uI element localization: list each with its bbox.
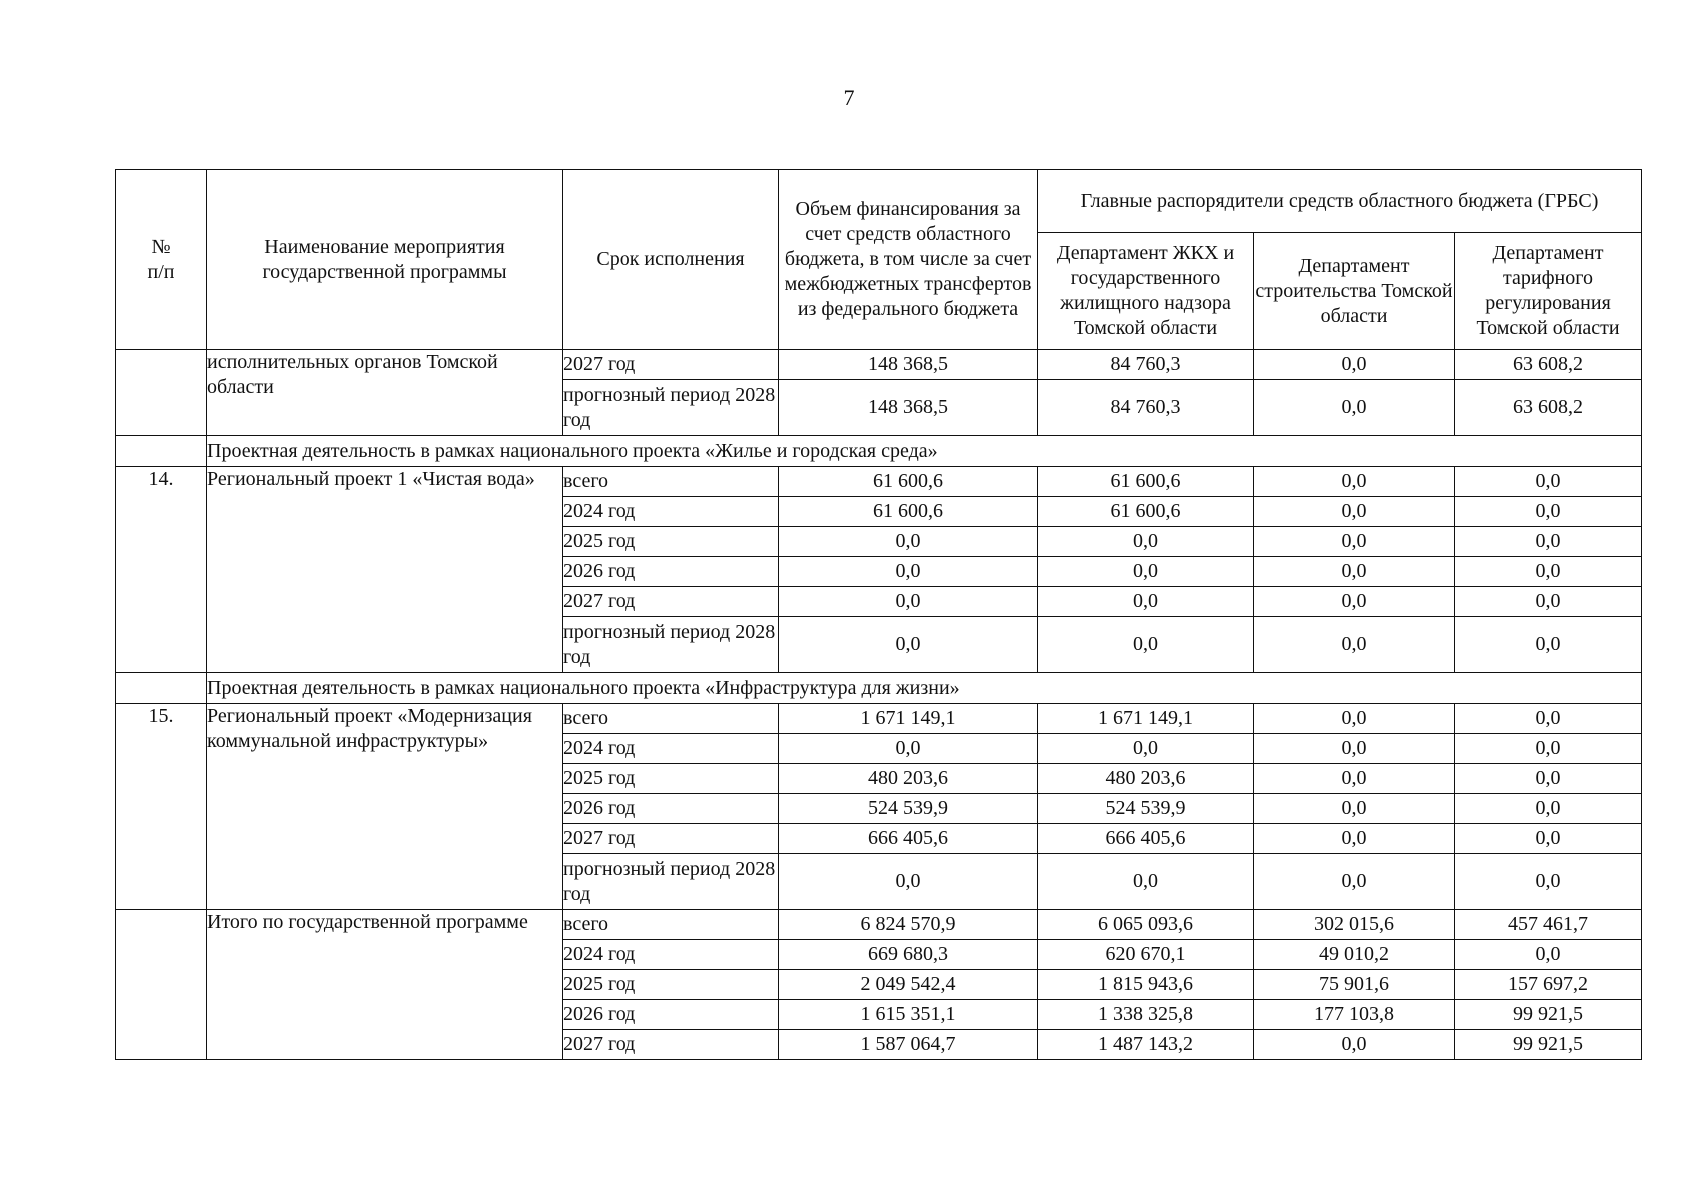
header-dept-tariff: Департамент тарифного регулирования Томской области [1455,233,1642,350]
total-cell: 0,0 [779,527,1038,557]
period-cell: 2027 год [563,587,779,617]
period-cell: всего [563,910,779,940]
dept-construction-cell: 0,0 [1254,764,1455,794]
item-number [116,910,207,1060]
total-cell: 666 405,6 [779,824,1038,854]
dept-tariff-cell: 63 608,2 [1455,350,1642,380]
page-number: 7 [843,85,855,110]
dept-construction-cell: 0,0 [1254,704,1455,734]
dept-construction-cell: 75 901,6 [1254,970,1455,1000]
dept-tariff-cell: 0,0 [1455,617,1642,673]
header-grbs: Главные распорядители средств областного бюджета (ГРБС) [1038,170,1642,233]
total-cell: 61 600,6 [779,467,1038,497]
dept-construction-cell: 0,0 [1254,794,1455,824]
item-number: 15. [116,704,207,910]
table-row [116,910,1642,940]
dept-construction-cell: 0,0 [1254,824,1455,854]
dept-construction-cell: 0,0 [1254,557,1455,587]
dept-tariff-cell: 0,0 [1455,824,1642,854]
period-cell: прогнозный период 2028 год [563,617,779,673]
total-cell: 61 600,6 [779,497,1038,527]
section-title: Проектная деятельность в рамках национального проекта «Жилье и городская среда» [207,436,1642,467]
dept-housing-cell: 1 815 943,6 [1038,970,1254,1000]
dept-housing-cell: 0,0 [1038,617,1254,673]
total-cell: 0,0 [779,854,1038,910]
dept-housing-cell: 61 600,6 [1038,497,1254,527]
dept-tariff-cell: 0,0 [1455,704,1642,734]
dept-construction-cell: 177 103,8 [1254,1000,1455,1030]
dept-housing-cell: 6 065 093,6 [1038,910,1254,940]
item-name: Региональный проект «Модернизация коммунальной инфраструктуры» [207,704,563,910]
dept-housing-cell: 480 203,6 [1038,764,1254,794]
dept-tariff-cell: 99 921,5 [1455,1000,1642,1030]
dept-housing-cell: 0,0 [1038,734,1254,764]
period-cell: всего [563,704,779,734]
dept-housing-cell: 0,0 [1038,587,1254,617]
dept-tariff-cell: 0,0 [1455,587,1642,617]
total-cell: 148 368,5 [779,350,1038,380]
dept-construction-cell: 0,0 [1254,527,1455,557]
dept-tariff-cell: 99 921,5 [1455,1030,1642,1060]
total-cell: 1 615 351,1 [779,1000,1038,1030]
total-cell: 0,0 [779,557,1038,587]
header-total: Объем финансирования за счет средств областного бюджета, в том числе за счет межбюджетных трансфертов из федерального бюджета [779,170,1038,350]
period-cell: всего [563,467,779,497]
total-cell: 1 587 064,7 [779,1030,1038,1060]
total-cell: 2 049 542,4 [779,970,1038,1000]
header-dept-housing: Департамент ЖКХ и государственного жилищного надзора Томской области [1038,233,1254,350]
total-cell: 1 671 149,1 [779,704,1038,734]
section-title: Проектная деятельность в рамках национального проекта «Инфраструктура для жизни» [207,673,1642,704]
dept-housing-cell: 84 760,3 [1038,350,1254,380]
dept-tariff-cell: 0,0 [1455,940,1642,970]
total-cell: 0,0 [779,734,1038,764]
total-cell: 148 368,5 [779,380,1038,436]
dept-housing-cell: 61 600,6 [1038,467,1254,497]
dept-tariff-cell: 457 461,7 [1455,910,1642,940]
total-cell: 480 203,6 [779,764,1038,794]
dept-construction-cell: 0,0 [1254,467,1455,497]
section-row [116,436,1642,467]
dept-construction-cell: 0,0 [1254,734,1455,764]
period-cell: 2024 год [563,734,779,764]
dept-housing-cell: 620 670,1 [1038,940,1254,970]
total-cell: 6 824 570,9 [779,910,1038,940]
section-no-cell [116,436,207,467]
total-cell: 669 680,3 [779,940,1038,970]
period-cell: 2024 год [563,940,779,970]
item-number [116,350,207,436]
header-period: Срок исполнения [563,170,779,350]
period-cell: прогнозный период 2028 год [563,380,779,436]
dept-construction-cell: 0,0 [1254,350,1455,380]
item-name: исполнительных органов Томской области [207,350,563,436]
dept-tariff-cell: 0,0 [1455,854,1642,910]
dept-construction-cell: 0,0 [1254,497,1455,527]
header-no: № п/п [116,170,207,350]
header-name: Наименование мероприятия государственной программы [207,170,563,350]
total-cell: 524 539,9 [779,794,1038,824]
dept-tariff-cell: 0,0 [1455,557,1642,587]
period-cell: прогнозный период 2028 год [563,854,779,910]
period-cell: 2026 год [563,1000,779,1030]
period-cell: 2027 год [563,350,779,380]
financing-table [115,169,1642,1060]
dept-housing-cell: 0,0 [1038,527,1254,557]
period-cell: 2025 год [563,527,779,557]
dept-housing-cell: 666 405,6 [1038,824,1254,854]
item-name: Региональный проект 1 «Чистая вода» [207,467,563,673]
table-row [116,467,1642,497]
dept-construction-cell: 0,0 [1254,854,1455,910]
dept-construction-cell: 302 015,6 [1254,910,1455,940]
dept-tariff-cell: 157 697,2 [1455,970,1642,1000]
item-number: 14. [116,467,207,673]
table-row [116,350,1642,380]
total-cell: 0,0 [779,587,1038,617]
period-cell: 2026 год [563,794,779,824]
dept-housing-cell: 84 760,3 [1038,380,1254,436]
dept-tariff-cell: 0,0 [1455,794,1642,824]
dept-tariff-cell: 63 608,2 [1455,380,1642,436]
dept-construction-cell: 49 010,2 [1254,940,1455,970]
dept-tariff-cell: 0,0 [1455,527,1642,557]
dept-housing-cell: 0,0 [1038,854,1254,910]
dept-housing-cell: 1 487 143,2 [1038,1030,1254,1060]
dept-housing-cell: 1 338 325,8 [1038,1000,1254,1030]
header-dept-construction: Департамент строительства Томской области [1254,233,1455,350]
period-cell: 2025 год [563,970,779,1000]
table-row [116,704,1642,734]
total-cell: 0,0 [779,617,1038,673]
dept-tariff-cell: 0,0 [1455,764,1642,794]
section-row [116,673,1642,704]
section-no-cell [116,673,207,704]
period-cell: 2027 год [563,824,779,854]
dept-tariff-cell: 0,0 [1455,734,1642,764]
dept-construction-cell: 0,0 [1254,380,1455,436]
dept-housing-cell: 0,0 [1038,557,1254,587]
period-cell: 2025 год [563,764,779,794]
period-cell: 2027 год [563,1030,779,1060]
period-cell: 2024 год [563,497,779,527]
dept-housing-cell: 524 539,9 [1038,794,1254,824]
dept-tariff-cell: 0,0 [1455,467,1642,497]
dept-tariff-cell: 0,0 [1455,497,1642,527]
dept-construction-cell: 0,0 [1254,1030,1455,1060]
dept-housing-cell: 1 671 149,1 [1038,704,1254,734]
period-cell: 2026 год [563,557,779,587]
dept-construction-cell: 0,0 [1254,587,1455,617]
item-name: Итого по государственной программе [207,910,563,1060]
dept-construction-cell: 0,0 [1254,617,1455,673]
